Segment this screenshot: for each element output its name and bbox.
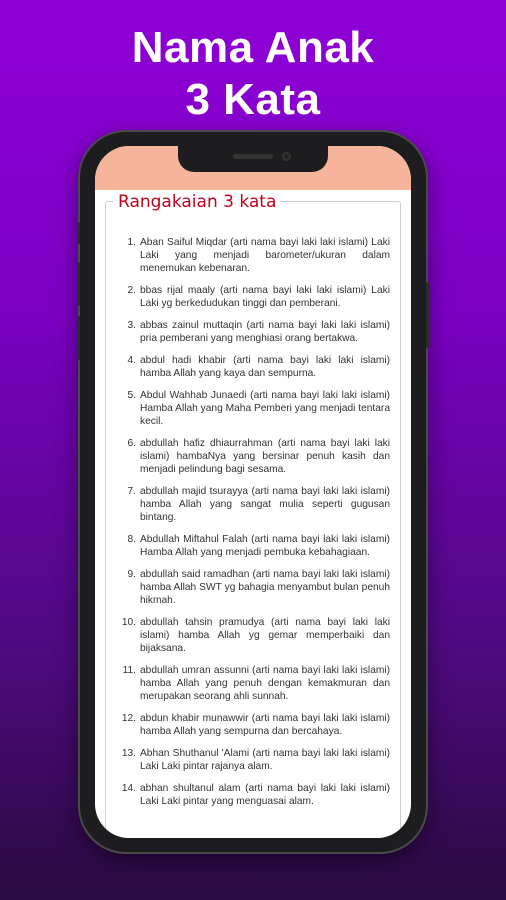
list-item[interactable] — [106, 284, 400, 310]
phone-side-button-mute — [77, 222, 80, 244]
card-title: Rangakaian 3 kata — [114, 192, 280, 212]
list-item[interactable] — [106, 437, 400, 476]
list-item-number: 4. — [127, 355, 136, 366]
list-item[interactable] — [106, 485, 400, 524]
list-item[interactable] — [106, 319, 400, 345]
list-item-number: 11. — [122, 665, 136, 676]
promo-headline — [0, 22, 506, 126]
phone-side-button-volume-down — [77, 316, 80, 360]
phone-side-button-volume-up — [77, 262, 80, 306]
list-item-text: abdullah hafiz dhiaurrahman (arti nama bayi laki laki islami) hambaNya yang bersinar penuh kasih dan menjadi pelindung bagi sesama. — [140, 438, 390, 475]
phone-side-button-power — [426, 282, 429, 348]
list-item-number: 6. — [127, 438, 136, 449]
names-list[interactable] — [106, 236, 400, 817]
list-item[interactable] — [106, 712, 400, 738]
list-item-number: 13. — [121, 748, 136, 759]
list-item-text: Aban Saiful Miqdar (arti nama bayi laki laki islami) Laki Laki yang menjadi barometer/ukuran dalam menemukan kebenaran. — [140, 237, 390, 274]
list-item[interactable] — [106, 747, 400, 773]
list-item[interactable] — [106, 354, 400, 380]
list-item-number: 14. — [121, 783, 136, 794]
headline-line-1: Nama Anak — [131, 23, 375, 72]
list-item-number: 2. — [127, 285, 136, 296]
list-item[interactable] — [106, 389, 400, 428]
list-item-text: abdullah tahsin pramudya (arti nama bayi laki laki islami) hamba Allah yg gemar memperbaiki dan bijaksana. — [140, 617, 390, 654]
list-item-number: 1. — [127, 237, 136, 248]
list-item-number: 10. — [121, 617, 136, 628]
list-item-text: Abdul Wahhab Junaedi (arti nama bayi laki laki islami) Hamba Allah yang Maha Pemberi yang menjadi tentara kecil. — [140, 390, 390, 427]
list-item-text: abdullah umran assunni (arti nama bayi laki laki islami) hamba Allah yang penuh dengan kemakmuran dan merupakan seorang ahli sunnah. — [140, 665, 390, 702]
list-item-text: abhan shultanul alam (arti nama bayi laki laki islami) Laki Laki pintar yang menguasai alam. — [140, 783, 390, 807]
names-card — [105, 192, 401, 838]
list-item-number: 9. — [127, 569, 136, 580]
phone-screen — [95, 146, 411, 838]
list-item-text: abdullah said ramadhan (arti nama bayi laki laki islami) hamba Allah SWT yg bahagia menyambut bulan penuh hikmah. — [140, 569, 390, 606]
front-camera — [282, 152, 291, 161]
list-item-number: 7. — [127, 486, 136, 497]
phone-notch — [178, 146, 328, 172]
headline-line-2: 3 Kata — [185, 75, 321, 124]
list-item-number: 12. — [121, 713, 136, 724]
list-item[interactable] — [106, 664, 400, 703]
list-item[interactable] — [106, 236, 400, 275]
list-item-text: bbas rijal maaly (arti nama bayi laki laki islami) Laki Laki yg berkedudukan tinggi dan pemberani. — [140, 285, 390, 309]
list-item-text: abdun khabir munawwir (arti nama bayi laki laki islami) hamba Allah yang sempurna dan bercahaya. — [140, 713, 390, 737]
list-item-text: Abhan Shuthanul 'Alami (arti nama bayi laki laki islami) Laki Laki pintar rajanya alam. — [140, 748, 390, 772]
list-item-number: 8. — [127, 534, 136, 545]
list-item-text: abdul hadi khabir (arti nama bayi laki laki islami) hamba Allah yang kaya dan sempurna. — [140, 355, 390, 379]
list-item-number: 3. — [127, 320, 136, 331]
list-item[interactable] — [106, 533, 400, 559]
list-item[interactable] — [106, 568, 400, 607]
list-item-text: abdullah majid tsurayya (arti nama bayi laki laki islami) hamba Allah yang sangat mulia seperti gugusan bintang. — [140, 486, 390, 523]
speaker-grille — [233, 154, 273, 159]
list-item-number: 5. — [127, 390, 136, 401]
list-item-text: abbas zainul muttaqin (arti nama bayi laki laki islami) pria pemberani yang menghiasi orang bertakwa. — [140, 320, 390, 344]
phone-mockup — [80, 132, 426, 852]
list-item[interactable] — [106, 616, 400, 655]
list-item[interactable] — [106, 782, 400, 808]
list-item-text: Abdullah Miftahul Falah (arti nama bayi laki laki islami) Hamba Allah yang menjadi pembuka kebahagiaan. — [140, 534, 390, 558]
